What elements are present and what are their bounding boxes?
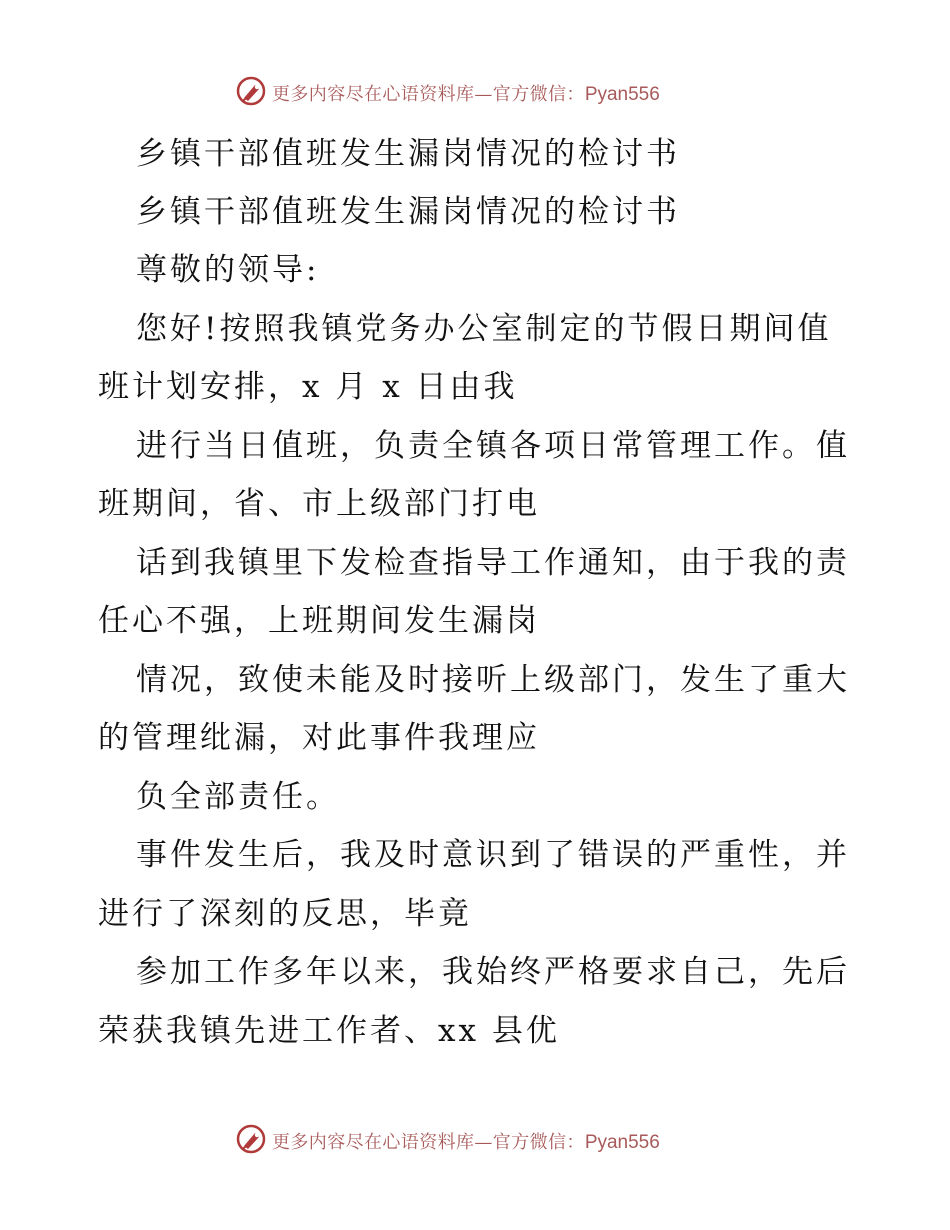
document-title: 乡镇干部值班发生漏岗情况的检讨书 [136,136,680,172]
watermark-handle: Pyan556 [584,1132,660,1153]
watermark-handle: Pyan556 [584,84,660,105]
document-subtitle: 乡镇干部值班发生漏岗情况的检讨书 [136,194,680,230]
pen-seal-icon [235,1123,267,1155]
body-line: 事件发生后，我及时意识到了错误的严重性，并 [136,837,850,873]
body-line: 情况，致使未能及时接听上级部门，发生了重大 [136,662,850,698]
watermark-text: 更多内容尽在心语资料库—官方微信：Pyan556 [272,84,660,105]
body-line: 荣获我镇先进工作者、xx 县优 [98,1013,560,1049]
pen-seal-icon [235,75,267,107]
body-line: 班计划安排，x 月 x 日由我 [98,369,518,405]
body-line: 话到我镇里下发检查指导工作通知，由于我的责 [136,545,850,581]
watermark-banner-bottom [0,1120,950,1160]
body-line: 任心不强，上班期间发生漏岗 [98,603,540,639]
salutation: 尊敬的领导: [136,252,320,288]
body-line: 的管理纰漏，对此事件我理应 [98,720,540,756]
body-line: 负全部责任。 [136,779,340,815]
body-line: 进行了深刻的反思，毕竟 [98,896,472,932]
body-line: 进行当日值班，负责全镇各项日常管理工作。值 [136,428,850,464]
watermark-text: 更多内容尽在心语资料库—官方微信：Pyan556 [272,1132,660,1153]
watermark-banner-top [0,72,950,112]
body-line: 班期间，省、市上级部门打电 [98,486,540,522]
body-line: 您好!按照我镇党务办公室制定的节假日期间值 [136,311,832,347]
body-line: 参加工作多年以来，我始终严格要求自己，先后 [136,954,850,990]
